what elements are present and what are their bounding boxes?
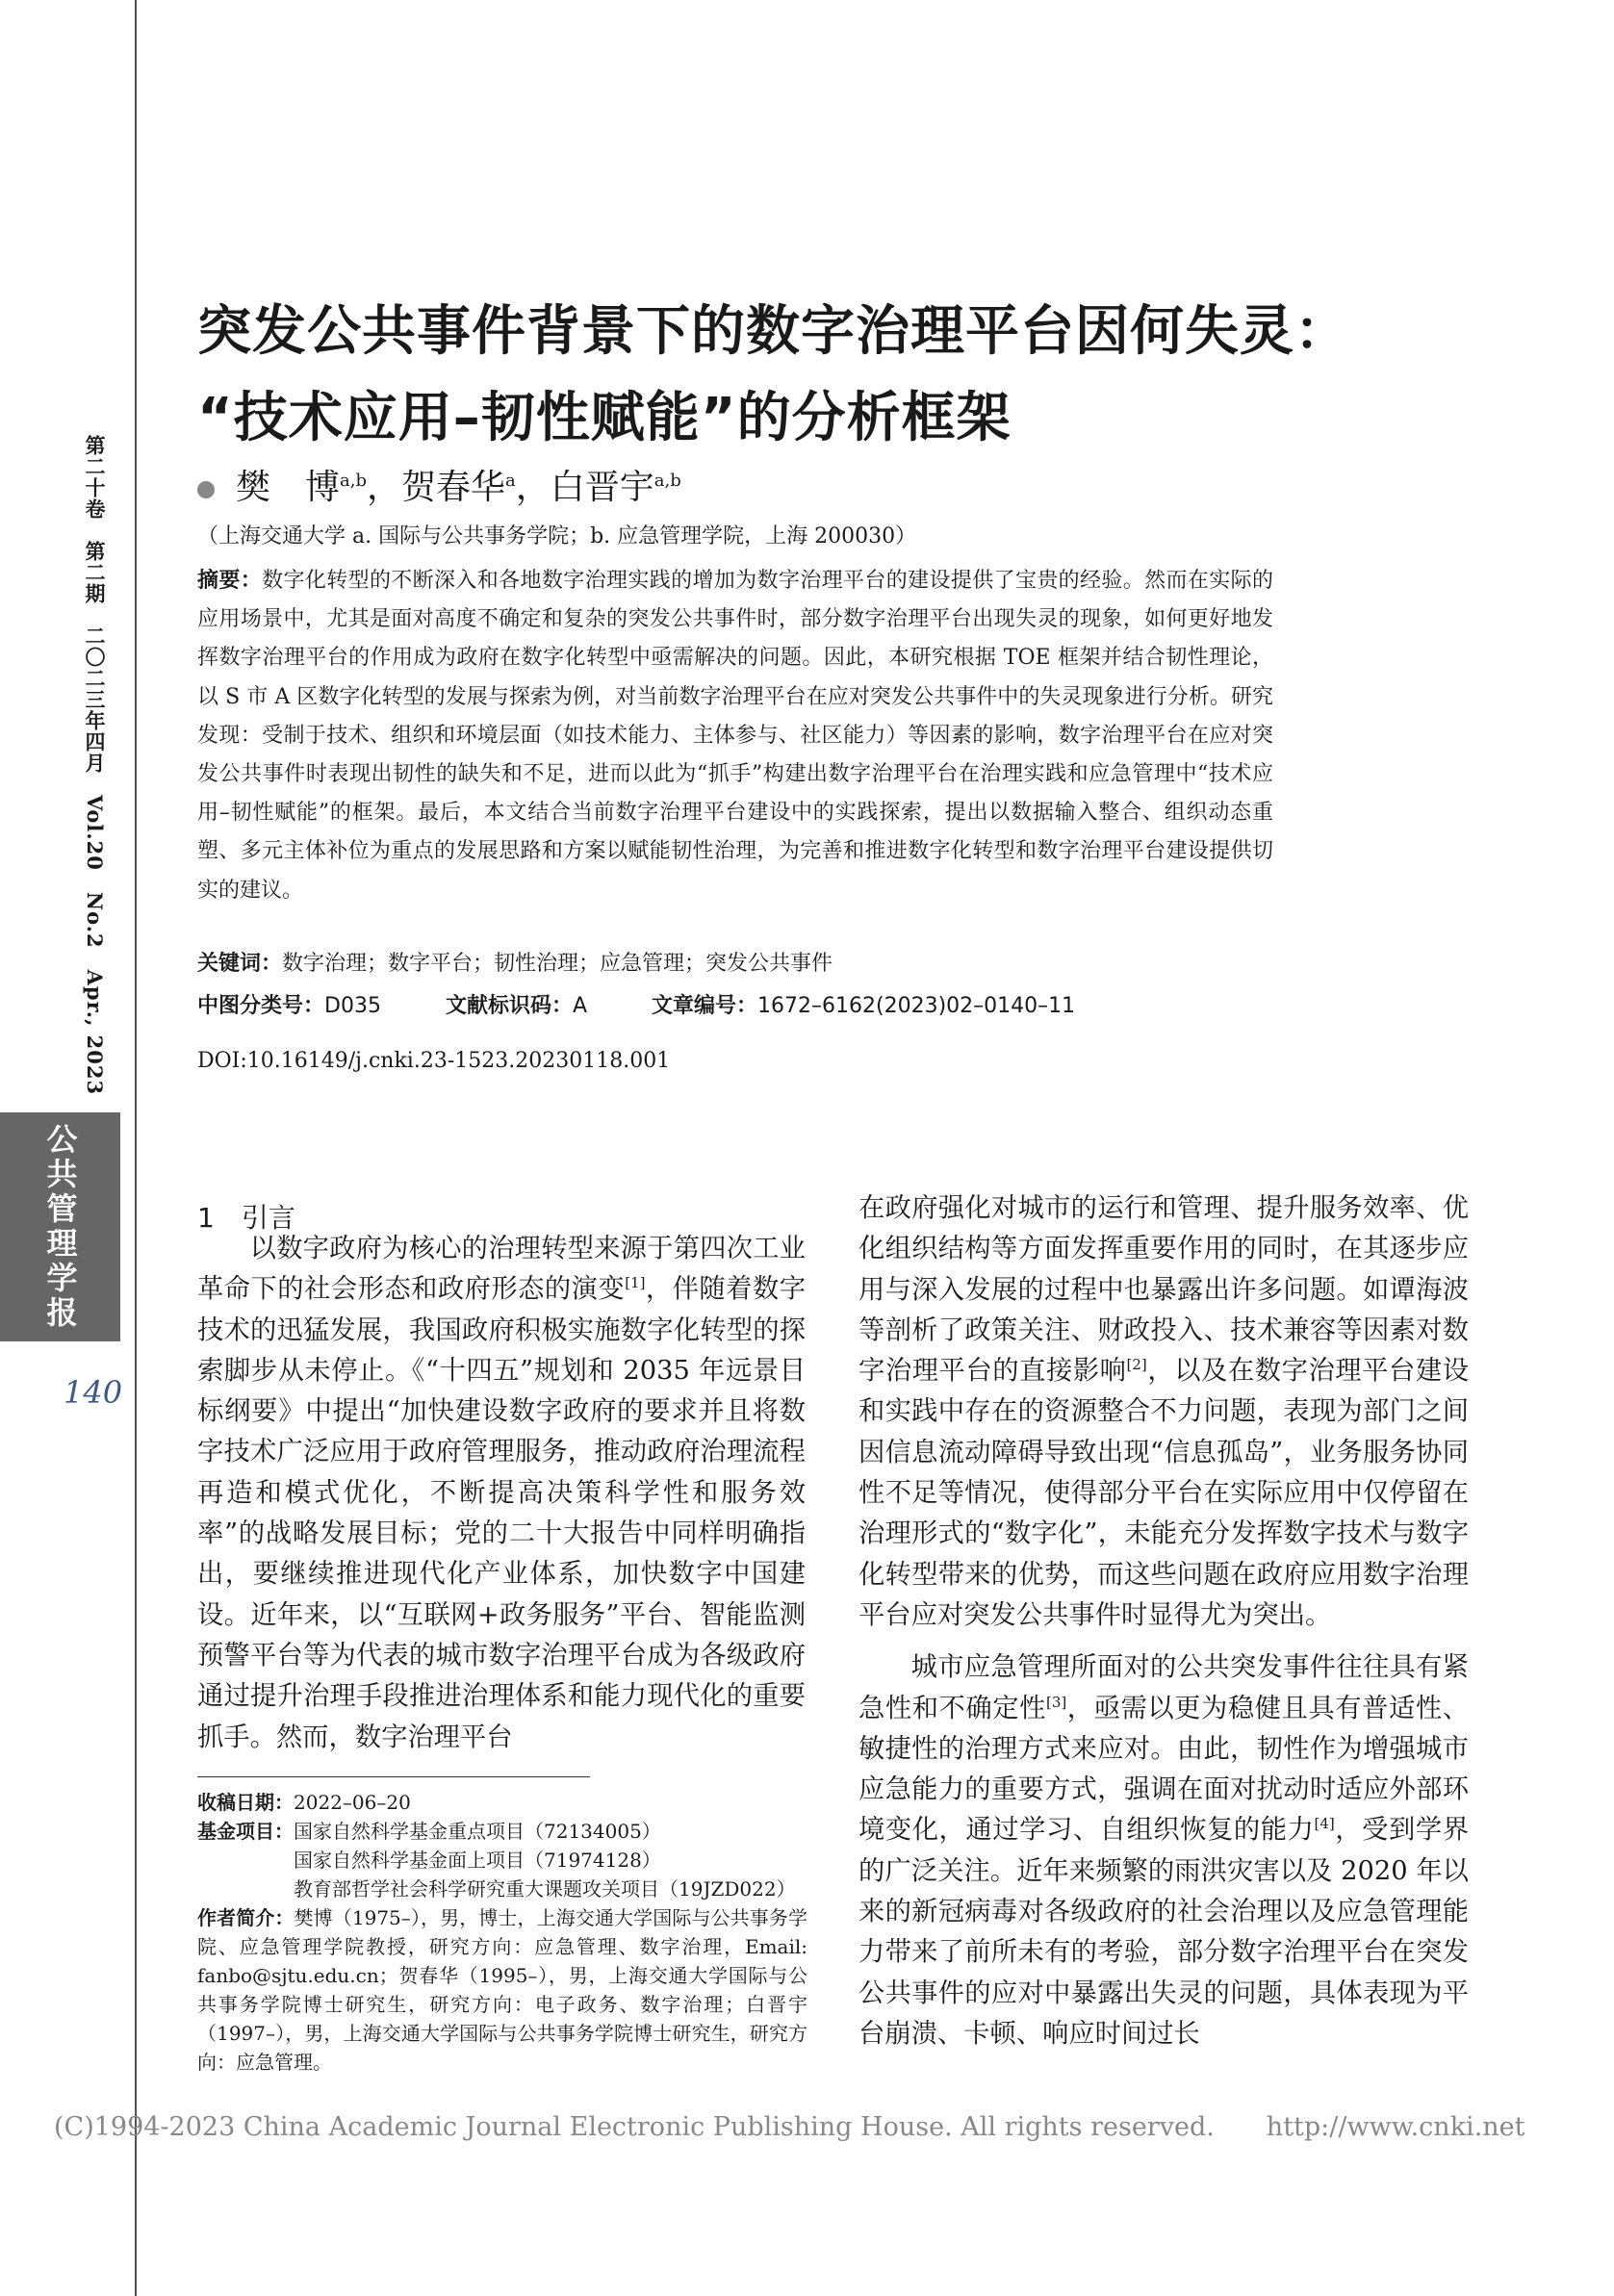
bullet-dot-icon [197,481,215,498]
body-column-right [858,1188,1469,2054]
page-number: 140 [64,1374,123,1411]
citation-ref: [4] [1314,1815,1335,1833]
paragraph [858,1647,1469,2054]
citation-ref: [1] [625,1274,646,1292]
title-line-1: 突发公共事件背景下的数字治理平台因何失灵： [197,300,1349,363]
footnote-divider [197,1776,590,1777]
doi: DOI:10.16149/j.cnki.23-1523.20230118.001 [197,1049,671,1073]
received-label: 收稿日期： [197,1791,294,1814]
keywords-text: 数字治理；数字平台；韧性治理；应急管理；突发公共事件 [282,952,833,976]
title-line-2: “技术应用–韧性赋能”的分析框架 [197,387,1012,449]
fund-item: 教育部哲学社会科学研究重大课题攻关项目（19JZD022） [294,1877,796,1901]
doc-code-label: 文献标识码： [445,994,573,1018]
citation-ref: [2] [1126,1356,1147,1374]
author-affil-mark: a,b [340,471,367,491]
clc-label: 中图分类号： [197,994,325,1018]
section-heading: 1 引言 [197,1202,295,1234]
abstract-label: 摘要： [197,569,263,593]
author-name: ，贺春华 [367,468,506,507]
journal-name-block [0,1112,120,1341]
author-bio-label: 作者简介： [197,1906,295,1929]
doc-code-value: A [572,994,588,1018]
paragraph [858,1188,1469,1636]
keywords-label: 关键词： [197,952,283,976]
affiliation: （上海交通大学 a. 国际与公共事务学院；b. 应急管理学院，上海 200030） [197,524,917,548]
author-affil-mark: a,b [653,471,681,491]
keywords [197,947,833,977]
paragraph-text: ，受到学界的广泛关注。近年来频繁的雨洪灾害以及 2020 年以来的新冠病毒对各级政府的社会治理以及应急管理能力带来了前所未有的考验，部分数字治理平台在突发公共事件的应对中暴露出失灵的问题，具体表现为平台崩溃、卡顿、响应时间过长 [858,1815,1470,2049]
author-name: ，白晋宇 [515,468,654,507]
paragraph-text: ，伴随着数字技术的迅猛发展，我国政府积极实施数字化转型的探索脚步从未停止。《“十四五”规划和 2035 年远景目标纲要》中提出“加快建设数字政府的要求并且将数字技术广泛应用于政府管理服务，推动政府治理流程再造和模式优化，不断提高决策科学性和服务效率”的战略发展目标；党的二十大报告中同样明确指出，要继续推进现代化产业体系，加快数字中国建设。近年来，以“互联网+政务服务”平台、智能监测预警平台等为代表的城市数字治理平台成为各级政府通过提升治理手段推进治理体系和能力现代化的重要抓手。然而，数字治理平台 [197,1274,807,1752]
journal-issue-info: 第二十卷 第二期 二〇二三年四月 Vol.20 No.2 Apr., 2023 [83,435,107,1096]
abstract [197,562,1273,910]
abstract-text: 数字化转型的不断深入和各地数字治理实践的增加为数字治理平台的建设提供了宝贵的经验。然而在实际的应用场景中，尤其是面对高度不确定和复杂的突发公共事件时，部分数字治理平台出现失灵的现象，如何更好地发挥数字治理平台的作用成为政府在数字化转型中亟需解决的问题。因此，本研究根据 TOE 框架并结合韧性理论，以 S 市 A 区数字化转型的发展与探索为例，对当前数字治理平台在应对突发公共事件中的失灵现象进行分析。研究发现：受制于技术、组织和环境层面（如技术能力、主体参与、社区能力）等因素的影响，数字治理平台在应对突发公共事件时表现出韧性的缺失和不足，进而以此为“抓手”构建出数字治理平台在治理实践和应急管理中“技术应用–韧性赋能”的框架。最后，本文结合当前数字治理平台建设中的实践探索，提出以数据输入整合、组织动态重塑、多元主体补位为重点的发展思路和方案以赋能韧性治理，为完善和推进数字化转型和数字治理平台建设提供切实的建议。 [197,569,1273,903]
fund-item: 国家自然科学基金面上项目（71974128） [294,1849,661,1872]
article-no-label: 文章编号： [652,994,758,1018]
author-affil-mark: a [505,471,516,491]
received-date [197,1788,807,1817]
journal-name: 公共管理学报 [41,1123,79,1331]
clc-number [197,994,381,1018]
author-bio-text: 樊博（1975–），男，博士，上海交通大学国际与公共事务学院、应急管理学院教授，研究方向：应急管理、数字治理，Email: fanbo@sjtu.edu.cn；贺春华（1995–），男，上海交通大学国际与公共事务学院博士研究生，研究方向：电子政务、数字治理；白晋宇（1997–），男，上海交通大学国际与公共事务学院博士研究生，研究方向：应急管理。 [197,1906,808,2074]
fund-item [197,1817,807,1846]
fund-value: 国家自然科学基金重点项目（72134005） [294,1820,661,1843]
article-no-value: 1672–6162(2023)02–0140–11 [757,994,1076,1018]
paragraph [197,1229,806,1758]
footnote [197,1788,807,2077]
author-list [197,460,681,509]
clc-value: D035 [324,994,381,1018]
fund-label: 基金项目： [197,1820,294,1843]
classification-row [197,989,1133,1019]
paragraph-text: ，亟需以更为稳健且具有普适性、敏捷性的治理方式来应对。由此，韧性作为增强城市应急能力的重要方式，强调在面对扰动时适应外部环境变化，通过学习、自组织恢复的能力 [858,1693,1470,1846]
article-title [197,289,1564,462]
received-value: 2022–06–20 [294,1791,411,1814]
author-name: 樊 博 [236,468,341,507]
paragraph-text: ，以及在数字治理平台建设和实践中存在的资源整合不力问题，表现为部门之间因信息流动障碍导致出现“信息孤岛”，业务服务协同性不足等情况，使得部分平台在实际应用中仅停留在治理形式的“数字化”，未能充分发挥数字技术与数字化转型带来的优势，而这些问题在政府应用数字治理平台应对突发公共事件时显得尤为突出。 [858,1356,1470,1630]
paragraph-text: 城市应急管理所面对的公共突发事件往往具有紧急性和不确定性 [858,1652,1469,1723]
copyright-notice: (C)1994-2023 China Academic Journal Electronic Publishing House. All rights reserved. http://www.cnki.net [54,2112,1525,2142]
margin-rule [135,0,137,2296]
article-number [652,994,1075,1018]
document-code [446,994,587,1018]
author-bio [197,1903,807,2077]
paragraph-text: 以数字政府为核心的治理转型来源于第四次工业革命下的社会形态和政府形态的演变 [197,1234,806,1305]
body-column-left [197,1229,806,1758]
citation-ref: [3] [1045,1693,1067,1711]
paragraph-text: 在政府强化对城市的运行和管理、提升服务效率、优化组织结构等方面发挥重要作用的同时，在其逐步应用与深入发展的过程中也暴露出许多问题。如谭海波等剖析了政策关注、财政投入、技术兼容等因素对数字治理平台的直接影响 [858,1193,1469,1387]
